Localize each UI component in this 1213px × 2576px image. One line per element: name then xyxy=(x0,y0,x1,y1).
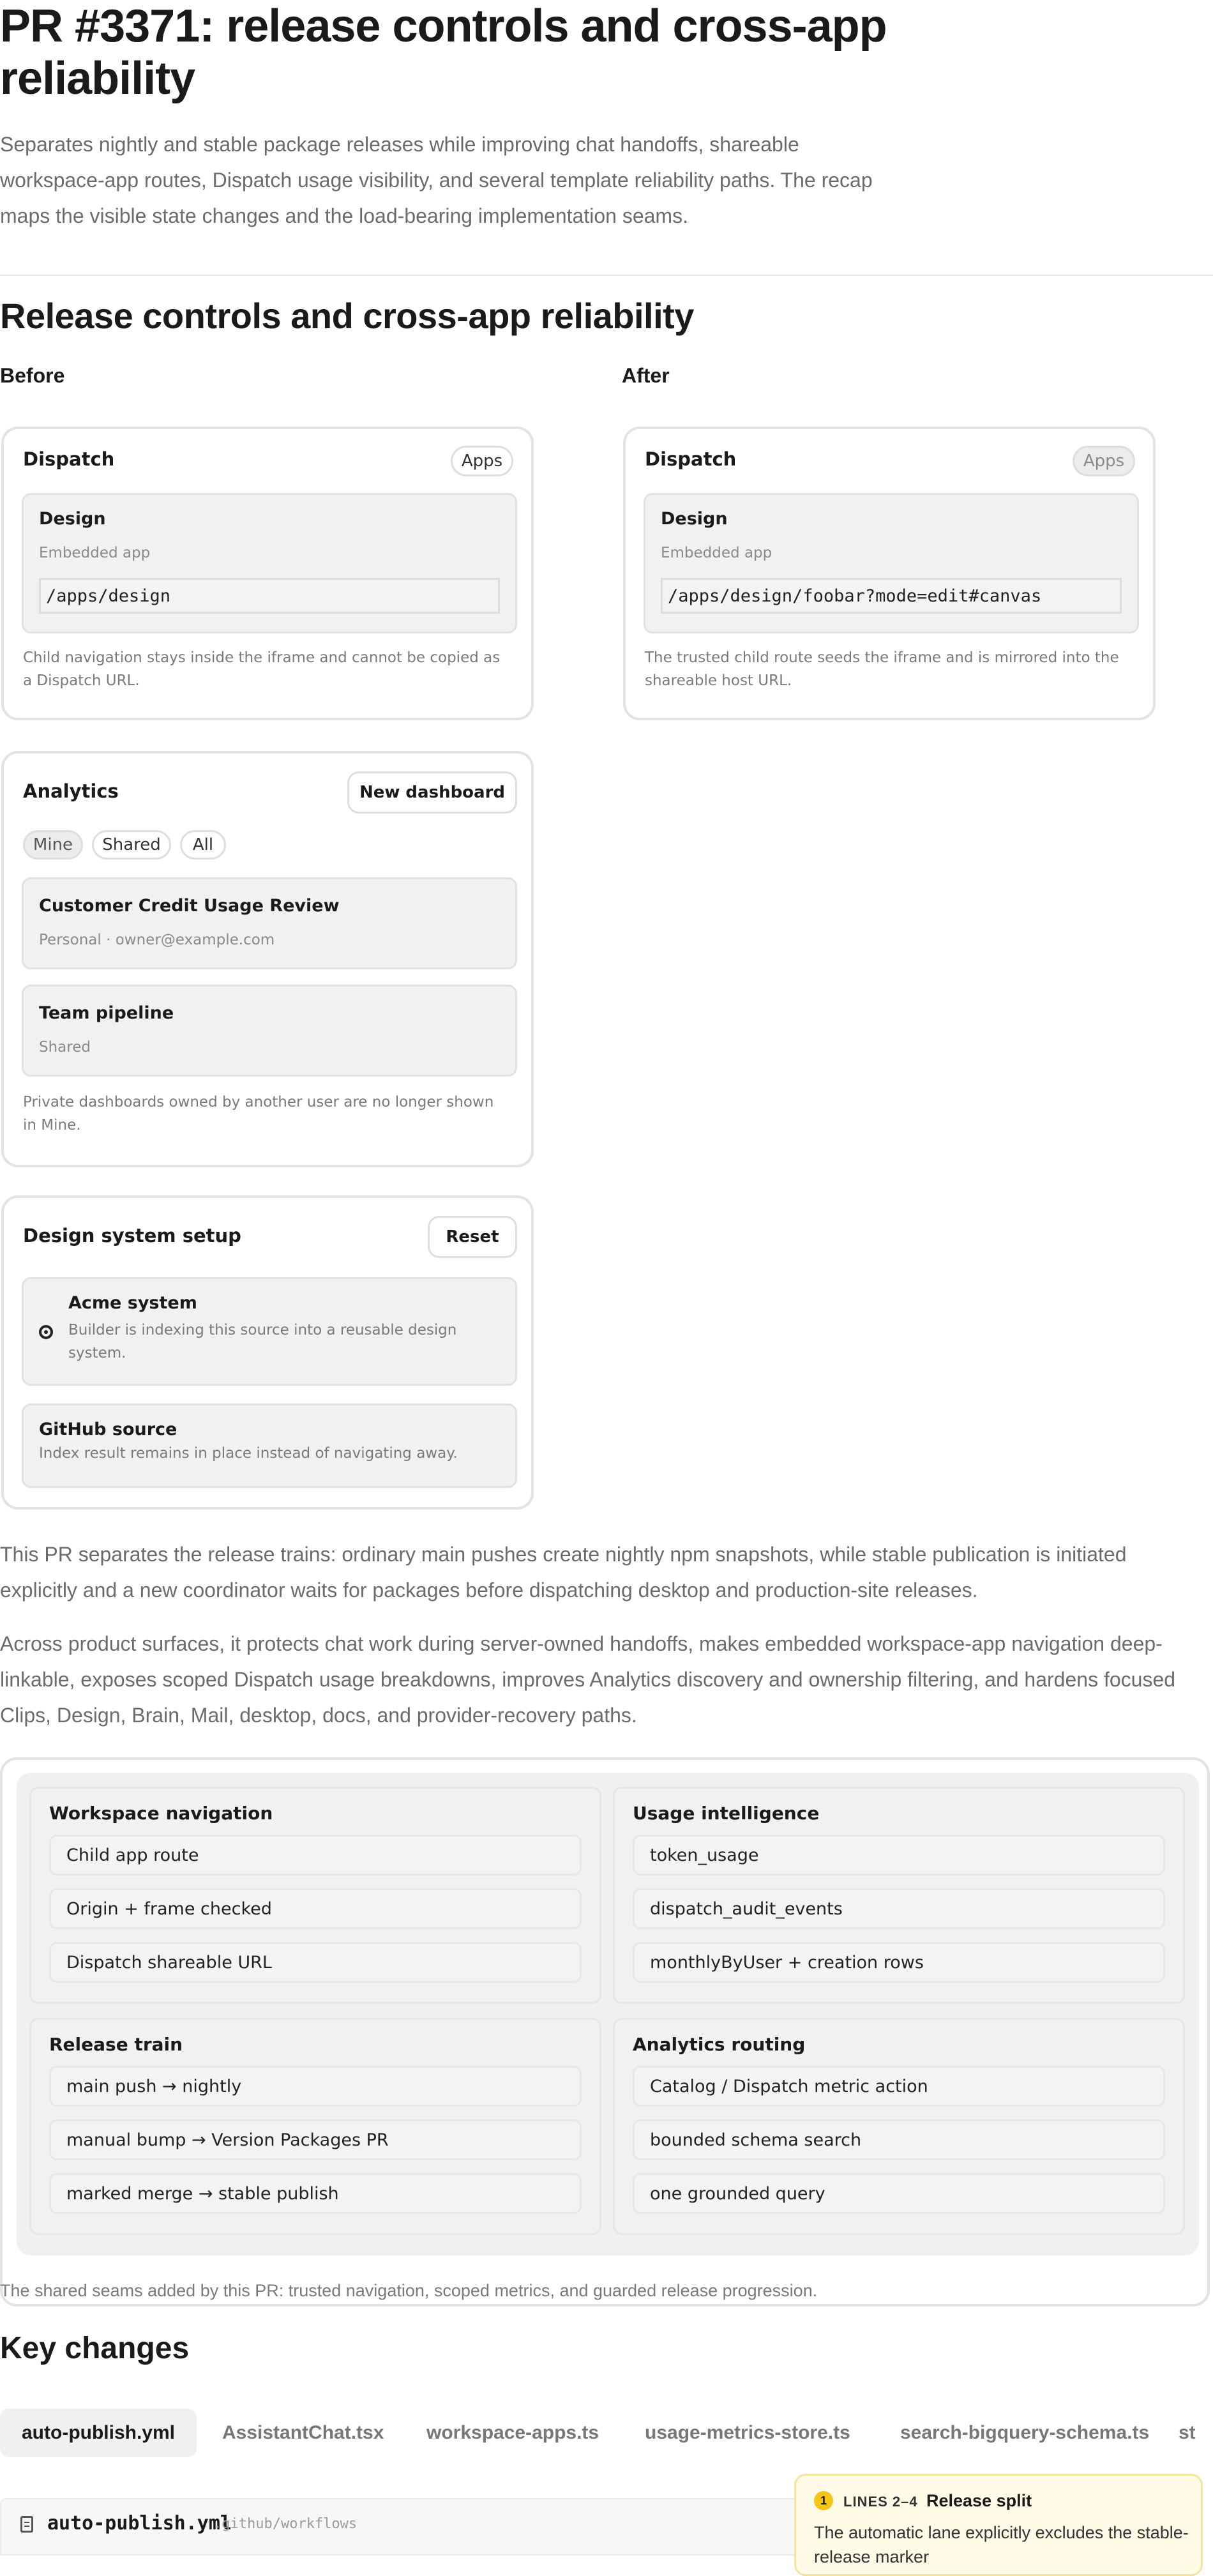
source-title: Acme system xyxy=(68,1293,197,1313)
file-tabs xyxy=(0,2409,1213,2457)
quadrant-analytics-routing xyxy=(613,2018,1185,2235)
file-name: auto-publish.yml xyxy=(47,2512,232,2534)
analytics-card xyxy=(1,751,534,1167)
tab-overflow[interactable]: st xyxy=(1179,2422,1196,2443)
loading-ring-icon xyxy=(39,1325,53,1339)
source-title: GitHub source xyxy=(39,1420,177,1439)
card-note: Private dashboards owned by another user are no longer shown in Mine. xyxy=(23,1094,494,1133)
annotation-callout xyxy=(794,2474,1203,2576)
app-name: Design xyxy=(661,509,728,529)
callout-number-badge: 1 xyxy=(814,2491,833,2510)
quadrant-item: Dispatch shareable URL xyxy=(49,1942,582,1983)
tab-auto-publish[interactable]: auto-publish.yml xyxy=(0,2409,197,2457)
source-status: Index result remains in place instead of navigating away. xyxy=(39,1445,458,1462)
quadrant-item: dispatch_audit_events xyxy=(633,1888,1165,1929)
dashboard-item[interactable] xyxy=(22,985,517,1077)
body-paragraph: This PR separates the release trains: ordinary main pushes create nightly npm snapshots, while stable publication is initiated explicitly and a new coordinator waits for packages before dispatching desktop and production-site releases. xyxy=(0,1543,1127,1602)
quadrant-item: Child app route xyxy=(49,1835,582,1875)
quadrant-item: Catalog / Dispatch metric action xyxy=(633,2066,1165,2107)
callout-title: Release split xyxy=(926,2491,1032,2510)
design-setup-card xyxy=(1,1195,534,1510)
filter-shared[interactable]: Shared xyxy=(92,830,171,860)
source-status: Builder is indexing this source into a reusable design system. xyxy=(68,1322,457,1361)
pr-title: PR #3371: release controls and cross-app reliability xyxy=(0,1,887,104)
quadrant-title: Usage intelligence xyxy=(633,1803,820,1824)
dashboard-owner: Shared xyxy=(39,1039,91,1056)
callout-lines: LINES 2–4 xyxy=(843,2494,918,2510)
app-subtitle: Embedded app xyxy=(39,545,151,561)
quadrant-item: token_usage xyxy=(633,1835,1165,1875)
embedded-app-panel xyxy=(644,493,1139,633)
tab-assistant-chat[interactable]: AssistantChat.tsx xyxy=(222,2422,384,2443)
card-title: Design system setup xyxy=(23,1225,241,1246)
card-note: Child navigation stays inside the iframe and cannot be copied as a Dispatch URL. xyxy=(23,649,501,689)
quadrant-title: Release train xyxy=(49,2034,183,2055)
after-label: After xyxy=(622,364,670,387)
source-item xyxy=(22,1404,517,1488)
quadrant-item: one grounded query xyxy=(633,2173,1165,2214)
source-item xyxy=(22,1277,517,1386)
embedded-app-panel xyxy=(22,493,517,633)
dashboard-item[interactable] xyxy=(22,877,517,969)
route-field: /apps/design/foobar?mode=edit#canvas xyxy=(661,578,1122,614)
card-title: Analytics xyxy=(23,780,119,802)
route-field: /apps/design xyxy=(39,578,500,614)
quadrant-item: marked merge → stable publish xyxy=(49,2173,582,2214)
quadrant-usage-intelligence xyxy=(613,1787,1185,2004)
card-title: Dispatch xyxy=(23,448,115,470)
body-paragraph: Across product surfaces, it protects chat work during server-owned handoffs, makes embedded workspace-app navigation deep-linkable, exposes scoped Dispatch usage breakdowns, improves Analytics discovery and ownership filtering, and hardens focused Clips, Design, Brain, Mail, desktop, docs, and provider-recovery paths. xyxy=(0,1632,1176,1727)
app-subtitle: Embedded app xyxy=(661,545,772,561)
dispatch-after-card xyxy=(623,427,1156,720)
tab-usage-metrics-store[interactable]: usage-metrics-store.ts xyxy=(645,2422,850,2443)
pr-summary: Separates nightly and stable package releases while improving chat handoffs, shareable workspace-app routes, Dispatch usage visibility, and several template reliability paths. The recap maps the visible state changes and the load-bearing implementation seams. xyxy=(0,133,873,227)
quadrant-workspace-navigation xyxy=(29,1787,601,2004)
callout-body: The automatic lane explicitly excludes the stable-release marker xyxy=(814,2523,1189,2566)
quadrant-item: Origin + frame checked xyxy=(49,1888,582,1929)
tab-workspace-apps[interactable]: workspace-apps.ts xyxy=(426,2422,599,2443)
key-changes-heading: Key changes xyxy=(0,2331,190,2365)
dashboard-title: Team pipeline xyxy=(39,1003,174,1023)
quadrant-title: Analytics routing xyxy=(633,2034,806,2055)
dispatch-before-card xyxy=(1,427,534,720)
dashboard-owner: Personal · owner@example.com xyxy=(39,932,275,948)
filter-mine[interactable]: Mine xyxy=(23,830,83,860)
quadrant-title: Workspace navigation xyxy=(49,1803,273,1824)
quadrant-item: monthlyByUser + creation rows xyxy=(633,1942,1165,1983)
before-label: Before xyxy=(0,364,65,387)
quadrant-item: bounded schema search xyxy=(633,2119,1165,2160)
card-title: Dispatch xyxy=(645,448,737,470)
section-title: Release controls and cross-app reliability xyxy=(0,296,694,336)
file-path: .github/workflows xyxy=(213,2516,358,2532)
new-dashboard-button[interactable]: New dashboard xyxy=(347,771,517,814)
quadrant-item: main push → nightly xyxy=(49,2066,582,2107)
diagram-caption: The shared seams added by this PR: trusted navigation, scoped metrics, and guarded release progression. xyxy=(0,2281,818,2300)
quadrant-item: manual bump → Version Packages PR xyxy=(49,2119,582,2160)
dashboard-title: Customer Credit Usage Review xyxy=(39,896,340,916)
apps-button[interactable]: Apps xyxy=(451,446,513,476)
app-name: Design xyxy=(39,509,106,529)
quadrant-release-train xyxy=(29,2018,601,2235)
tab-search-bigquery-schema[interactable]: search-bigquery-schema.ts xyxy=(900,2422,1150,2443)
card-note: The trusted child route seeds the iframe and is mirrored into the shareable host URL. xyxy=(645,649,1119,689)
divider xyxy=(0,275,1213,276)
file-icon xyxy=(20,2516,33,2533)
filter-all[interactable]: All xyxy=(180,830,226,860)
reset-button[interactable]: Reset xyxy=(428,1216,517,1258)
seams-diagram xyxy=(0,1757,1210,2307)
apps-button[interactable]: Apps xyxy=(1073,446,1135,476)
